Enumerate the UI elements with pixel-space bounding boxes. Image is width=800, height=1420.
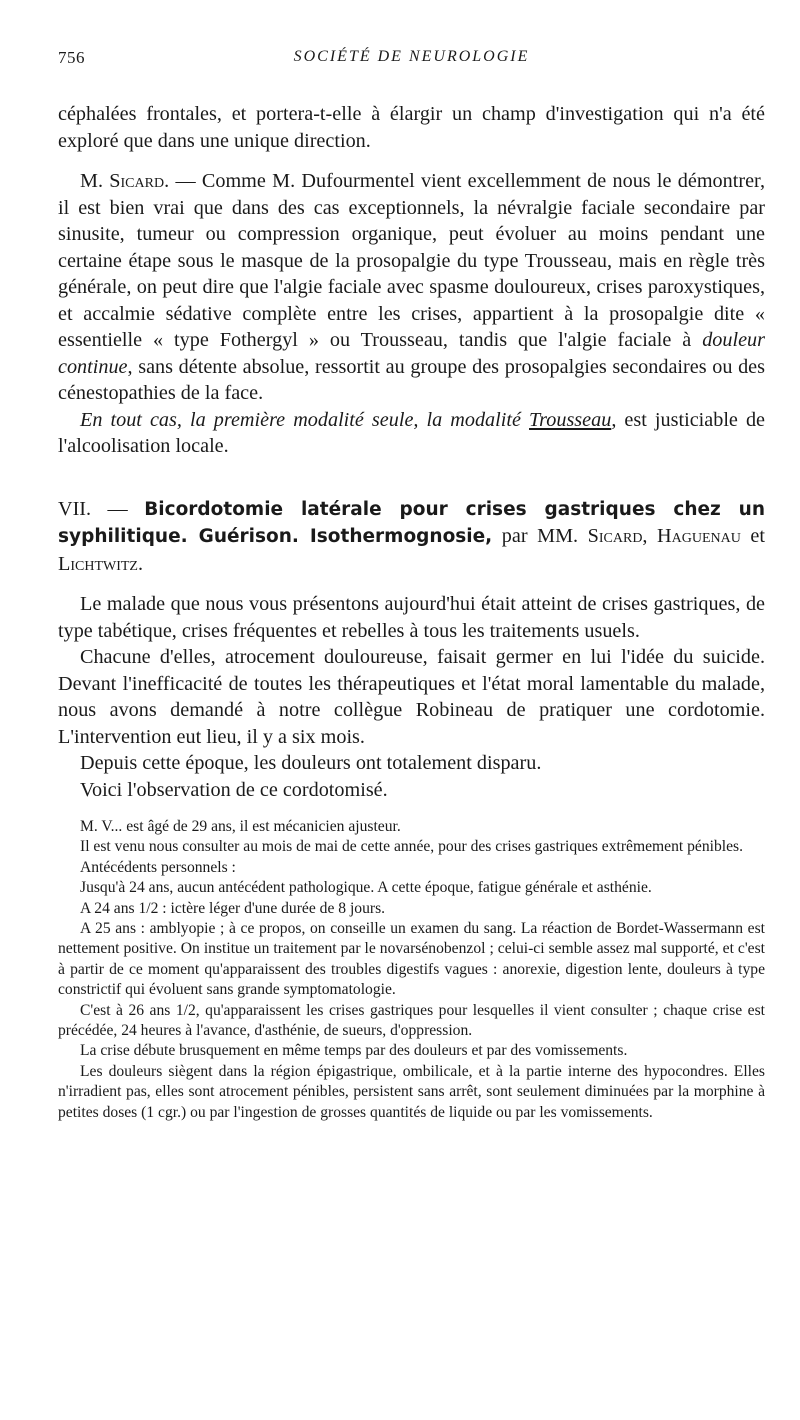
section-author-joiner: et <box>740 525 765 547</box>
sicard-remark-conclusion <box>58 407 765 460</box>
case-paragraph: Chacune d'elles, atrocement douloureuse, faisait germer en lui l'idée du suicide. Devant l'inefficacité de toutes les thérapeutiques et l'état moral lamentable du malade, nous avons demandé à notre collègue Robineau de pratiquer une cordotomie. L'intervention eut lieu, il y a six mois. <box>58 646 765 748</box>
intro-paragraph: céphalées frontales, et portera-t-elle à élargir un champ d'investigation qui n'a été exploré que dans une unique direction. <box>58 103 765 152</box>
sicard-remark-emphasis: douleur continue <box>58 329 765 378</box>
observation-paragraph: Il est venu nous consulter au mois de mai de cette année, pour des crises gastriques extrêmement pénibles. <box>80 838 743 856</box>
speaker-name: M. Sicard. <box>80 170 170 192</box>
sicard-remark-text-end: , sans détente absolue, ressortit au groupe des prosopalgies secondaires ou des cénestopathies de la face. <box>58 355 765 404</box>
section-heading <box>58 496 765 578</box>
observation-paragraph: Jusqu'à 24 ans, aucun antécédent pathologique. A cette époque, fatigue générale et asthénie. <box>80 879 652 897</box>
section-author-1: Sicard, Haguenau <box>587 525 741 547</box>
conclusion-italic: En tout cas, la première modalité seule, la modalité <box>80 408 521 431</box>
case-paragraph: Depuis cette époque, les douleurs ont totalement disparu. <box>80 752 542 774</box>
observation-paragraph: Les douleurs siègent dans la région épigastrique, ombilicale, et à la partie interne des hypocondres. Elles n'irradient pas, elles sont atrocement pénibles, persistent sans arrêt, sont seulement diminuées par la morphine à petites doses (1 cgr.) ou par l'ingestion de grosses quantités de liquide ou par les vomissements. <box>58 1062 765 1121</box>
page-body <box>58 101 765 1123</box>
page-number: 756 <box>58 48 85 67</box>
page-header <box>58 48 765 78</box>
observation-paragraph: Antécédents personnels : <box>80 858 236 876</box>
observation-block <box>58 817 765 1123</box>
observation-paragraph: A 25 ans : amblyopie ; à ce propos, on conseille un examen du sang. La réaction de Bordet-Wassermann est nettement positive. On institue un traitement par le novarsénobenzol ; celui-ci semble assez mal supporté, et c'est à partir de ce moment qu'apparaissent des troubles digestifs vagues : anorexie, digestion lente, douleurs à type constrictif qui évoluent sans grande symptomatologie. <box>58 920 765 999</box>
sicard-remark-text: — Comme M. Dufourmentel vient excellemment de nous le démontrer, il est bien vrai que dans des cas exceptionnels, la névralgie faciale secondaire par sinusite, tumeur ou compression organique, peut évoluer au moins pendant une certaine étape sous le masque de la prosopalgie du type Trousseau, mais en règle très générale, on peut dire que l'algie faciale avec spasme douloureux, crises paroxystiques, et accalmie sédative complète entre les crises, appartient à la prosopalgie dite « essentielle « type Fothergyl » ou Trousseau, tandis que l'algie faciale à <box>58 170 765 351</box>
conclusion-underlined: Trousseau <box>529 408 612 431</box>
conclusion-end: , est justiciable de l'alcoolisation locale. <box>58 408 766 457</box>
sicard-remark-paragraph <box>58 168 765 407</box>
observation-paragraph: M. V... est âgé de 29 ans, il est mécanicien ajusteur. <box>80 818 401 835</box>
running-head: SOCIÉTÉ DE NEUROLOGIE <box>293 48 530 65</box>
observation-paragraph: La crise débute brusquement en même temps par des douleurs et par des vomissements. <box>80 1042 628 1060</box>
observation-paragraph: C'est à 26 ans 1/2, qu'apparaissent les crises gastriques pour lesquelles il vient consulter ; chaque crise est précédée, 24 heures à l'avance, d'asthénie, de sueurs, d'oppression. <box>58 1001 765 1040</box>
section-number: VII. — <box>58 497 145 520</box>
section-title: Bicordotomie latérale pour crises gastriques chez un syphilitique. Guérison. Isothermognosie, <box>58 498 765 547</box>
observation-paragraph: A 24 ans 1/2 : ictère léger d'une durée de 8 jours. <box>80 899 386 917</box>
case-paragraph: Le malade que nous vous présentons aujourd'hui était atteint de crises gastriques, de type tabétique, crises fréquentes et rebelles à tous les traitements usuels. <box>58 593 765 642</box>
case-paragraph: Voici l'observation de ce cordotomisé. <box>80 778 388 801</box>
section-author-2: Lichtwitz. <box>58 552 144 575</box>
section-authors-prefix: par MM. <box>492 525 588 547</box>
